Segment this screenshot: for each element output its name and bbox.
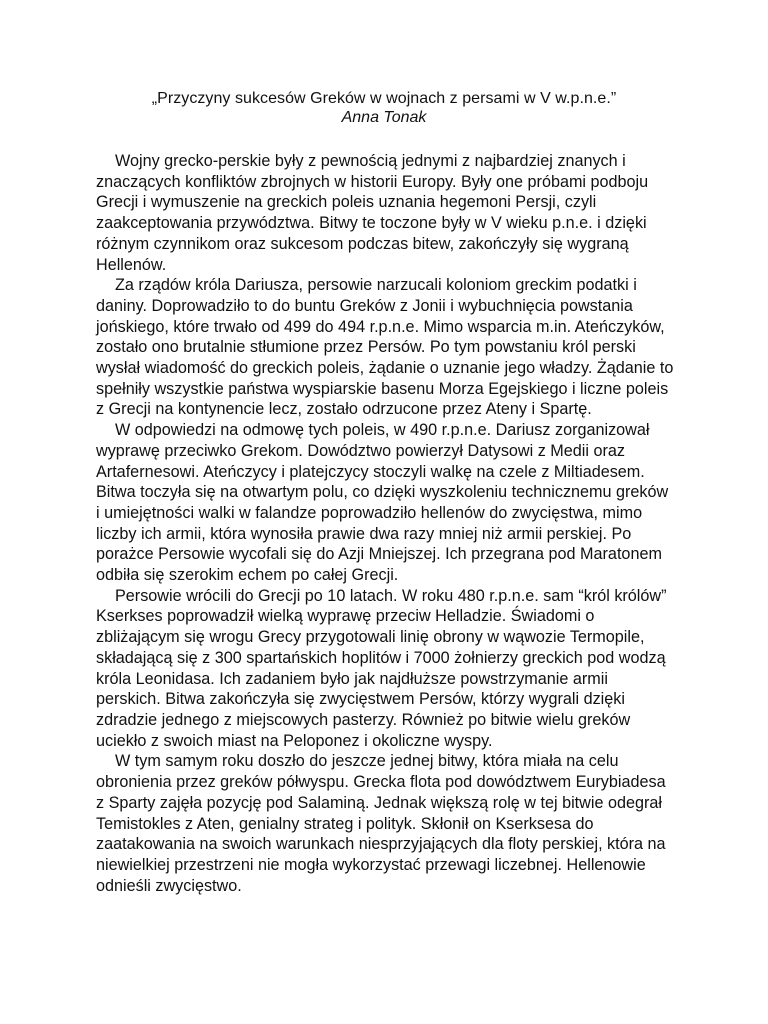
document-body [96, 151, 676, 896]
paragraph: W odpowiedzi na odmowę tych poleis, w 490 r.p.n.e. Dariusz zorganizował wyprawę przeciwko Grekom. Dowództwo powierzył Datysowi z Medii oraz Artafernesowi. Ateńczycy i platejczycy stoczyli walkę na czele z Miltiadesem. Bitwa toczyła się na otwartym polu, co dzięki wyszkoleniu technicznemu greków i umiejętności walki w falandze poprowadziło hellenów do zwycięstwa, mimo liczby ich armii, która wynosiła prawie dwa razy mniej niż armii perskiej. Po porażce Persowie wycofali się do Azji Mniejszej. Ich przegrana pod Maratonem odbiła się szerokim echem po całej Grecji. [96, 421, 669, 585]
paragraph: W tym samym roku doszło do jeszcze jednej bitwy, która miała na celu obronienia przez greków półwyspu. Grecka flota pod dowództwem Eurybiadesa z Sparty zajęła pozycję pod Salaminą. Jednak większą rolę w tej bitwie odegrał Temistokles z Aten, genialny strateg i polityk. Skłonił on Kserksesa do zaatakowania na swoich warunkach niesprzyjających dla floty perskiej, która na niewielkiej przestrzeni nie mogła wykorzystać przewagi liczebnej. Hellenowie odnieśli zwycięstwo. [96, 752, 666, 895]
title-block [0, 90, 768, 128]
paragraph: Persowie wrócili do Grecji po 10 latach. W roku 480 r.p.n.e. sam “król królów” Kserkses poprowadził wielką wyprawę przeciw Helladzie. Świadomi o zbliżającym się wrogu Grecy przygotowali linię obrony w wąwozie Termopile, składającą się z 300 spartańskich hoplitów i 7000 żołnierzy greckich pod wodzą króla Leonidasa. Ich zadaniem było jak najdłuższe powstrzymanie armii perskich. Bitwa zakończyła się zwycięstwem Persów, którzy wygrali dzięki zdradzie jednego z miejscowych pasterzy. Również po bitwie wielu greków uciekło z swoich miast na Peloponez i okoliczne wyspy. [96, 586, 667, 750]
paragraph: Wojny grecko-perskie były z pewnością jednymi z najbardziej znanych i znaczących konfliktów zbrojnych w historii Europy. Były one próbami podboju Grecji i wymuszenie na greckich poleis uznania hegemoni Persji, czyli zaakceptowania przywództwa. Bitwy te toczone były w V wieku p.n.e. i dzięki różnym czynnikom oraz sukcesom podczas bitew, zakończyły się wygraną Hellenów. [96, 152, 649, 274]
document-author: Anna Tonak [341, 109, 427, 126]
document-title: „Przyczyny sukcesów Greków w wojnach z persami w V w.p.n.e.” [151, 90, 617, 107]
paragraph: Za rządów króla Dariusza, persowie narzucali koloniom greckim podatki i daniny. Doprowadziło to do buntu Greków z Jonii i wybuchnięcia powstania jońskiego, które trwało od 499 do 494 r.p.n.e. Mimo wsparcia m.in. Ateńczyków, zostało ono brutalnie stłumione przez Persów. Po tym powstaniu król perski wysłał wiadomość do greckich poleis, żądanie o uznanie jego władzy. Żądanie to spełniły wszystkie państwa wyspiarskie basenu Morza Egejskiego i liczne poleis z Grecji na kontynencie lecz, zostało odrzucone przez Ateny i Spartę. [96, 276, 674, 419]
